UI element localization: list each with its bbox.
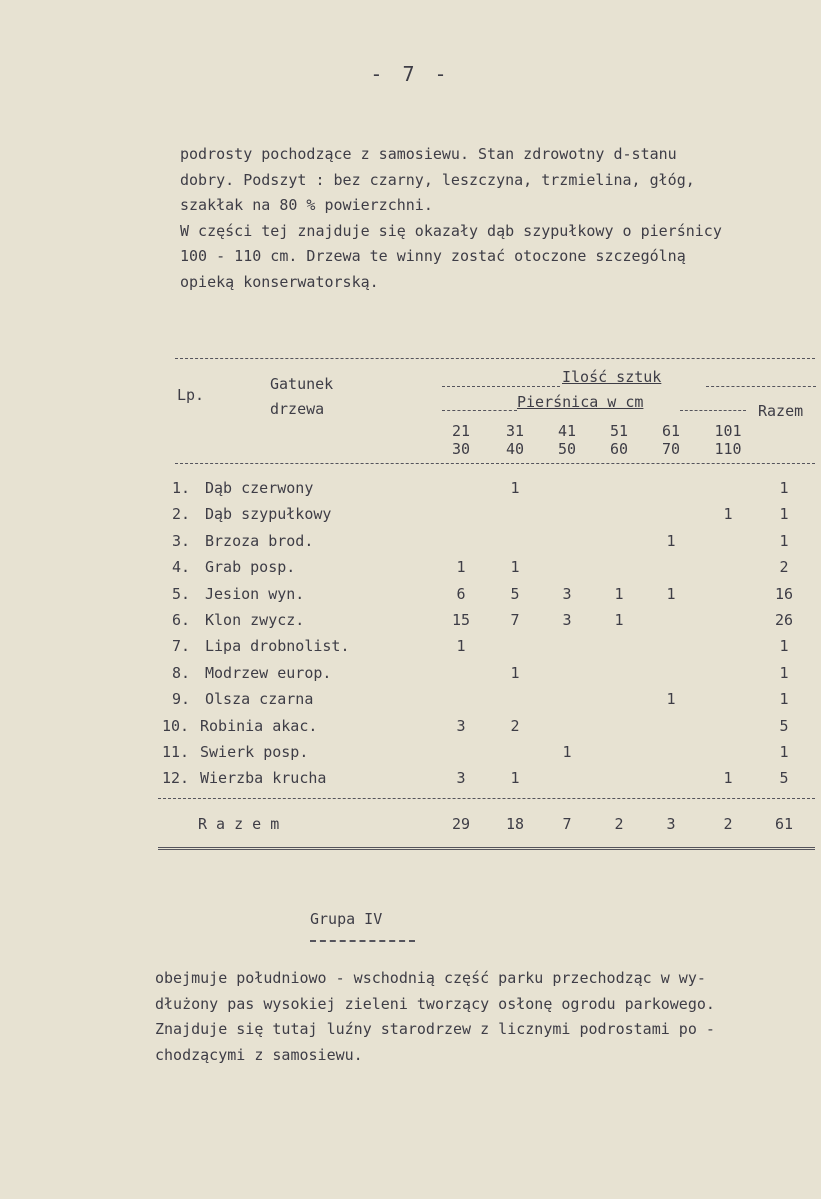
sum-cell: 2 <box>723 815 733 833</box>
species-name: Olsza czarna <box>205 690 314 708</box>
row-number: 12. <box>162 769 190 787</box>
species-name: Swierk posp. <box>200 743 309 761</box>
row-total: 5 <box>779 717 789 735</box>
species-name: Grab posp. <box>205 558 296 576</box>
row-total: 26 <box>774 611 794 629</box>
count-cell: 1 <box>562 743 572 761</box>
count-cell: 1 <box>510 769 520 787</box>
species-name: Klon zwycz. <box>205 611 305 629</box>
dbh-range-to: 110 <box>714 440 742 458</box>
table-bottom-rule <box>158 847 815 850</box>
dbh-range-to: 60 <box>609 440 629 458</box>
count-cell: 3 <box>562 611 572 629</box>
row-number: 1. <box>172 479 191 497</box>
count-cell: 2 <box>510 717 520 735</box>
paragraph-intro <box>180 142 810 295</box>
row-number: 9. <box>172 690 191 708</box>
count-cell: 1 <box>614 585 624 603</box>
text-line: podrosty pochodzące z samosiewu. Stan zdrowotny d-stanu <box>180 145 677 163</box>
row-total: 1 <box>779 505 789 523</box>
count-cell: 1 <box>723 505 733 523</box>
row-number: 2. <box>172 505 191 523</box>
group-title-underline <box>310 940 415 942</box>
header-lp: Lp. <box>177 386 205 404</box>
row-total: 1 <box>779 637 789 655</box>
header-dbh: Pierśnica w cm <box>517 393 644 411</box>
count-cell: 1 <box>666 585 676 603</box>
row-number: 11. <box>162 743 190 761</box>
text-line: szakłak na 80 % powierzchni. <box>180 196 433 214</box>
row-total: 2 <box>779 558 789 576</box>
text-line: obejmuje południowo - wschodnią część parku przechodząc w wy- <box>155 969 706 987</box>
text-line: chodzącymi z samosiewu. <box>155 1045 363 1064</box>
dbh-range-from: 21 <box>451 422 471 440</box>
row-total: 1 <box>779 664 789 682</box>
text-line: 100 - 110 cm. Drzewa te winny zostać otoczone szczególną <box>180 247 686 265</box>
species-name: Dąb szypułkowy <box>205 505 332 523</box>
paragraph-group-iv <box>155 966 785 1068</box>
count-cell: 3 <box>456 769 466 787</box>
sum-cell: 18 <box>505 815 525 833</box>
sum-label: R a z e m <box>198 815 280 833</box>
dbh-range-to: 30 <box>451 440 471 458</box>
row-total: 16 <box>774 585 794 603</box>
count-cell: 1 <box>723 769 733 787</box>
count-cell: 1 <box>456 637 466 655</box>
count-cell: 1 <box>510 664 520 682</box>
dbh-range-from: 101 <box>714 422 742 440</box>
species-name: Jesion wyn. <box>205 585 305 603</box>
sum-total: 61 <box>774 815 794 833</box>
sum-cell: 7 <box>562 815 572 833</box>
count-cell: 1 <box>510 479 520 497</box>
table-header-rule <box>175 463 815 464</box>
text-line: dłużony pas wysokiej zieleni tworzący osłonę ogrodu parkowego. <box>155 994 715 1013</box>
document-page: - 7 - podrosty pochodzące z samosiewu. Stan zdrowotny d-stanu dobry. Podszyt : bez czarny, leszczyna, trzmielina, głóg, szakłak na 80 % powierzchni. W części tej znajduje się okazały dąb szypułkowy o pierśnicy 100 - 110 cm. Drzewa te winny zostać otoczone szczególną opieką konserwatorską. Lp. Gatunek drzewa Ilość sztuk Pierśnica w cm Razem 21 30 31 40 41 50 51 60 61 70 101 110 1. Dąb czerwony 1 1 2. Dąb szypułkowy 1 1 3. Brzoza brod. 1 1 4. Grab posp. 1 1 2 5. Jesion wyn. 6 5 3 1 1 16 6. Klon zwycz. 15 7 3 1 26 7. Lipa drobnolist. 1 1 8. Modrzew europ. 1 1 9. Olsza czarna 1 1 10. Robinia akac. 3 2 5 11. Swierk posp. 1 1 12. Wierzba krucha 3 1 1 5 R a z e m 29 18 7 2 3 2 61 Grupa IV obejmuje południowo - wschodnią część parku przechodząc w wy- dłużony pas wysokiej zieleni tworzący osłonę ogrodu parkowego. Znajduje się tutaj luźny starodrzew z licznymi podrostami po - chodzącymi z samosiewu. <box>0 0 821 1199</box>
row-number: 7. <box>172 637 191 655</box>
species-name: Brzoza brod. <box>205 532 314 550</box>
count-rule-right <box>706 386 816 387</box>
row-number: 4. <box>172 558 191 576</box>
header-total: Razem <box>758 402 804 420</box>
species-name: Modrzew europ. <box>205 664 332 682</box>
header-species-line2: drzewa <box>270 400 325 418</box>
row-total: 1 <box>779 690 789 708</box>
count-rule-left <box>442 386 560 387</box>
dbh-range-to: 70 <box>661 440 681 458</box>
count-cell: 5 <box>510 585 520 603</box>
sum-cell: 29 <box>451 815 471 833</box>
dbh-range-from: 51 <box>609 422 629 440</box>
sum-cell: 3 <box>666 815 676 833</box>
count-cell: 3 <box>562 585 572 603</box>
count-cell: 6 <box>456 585 466 603</box>
text-line: W części tej znajduje się okazały dąb szypułkowy o pierśnicy <box>180 221 722 240</box>
count-cell: 1 <box>456 558 466 576</box>
text-line: dobry. Podszyt : bez czarny, leszczyna, trzmielina, głóg, <box>180 170 695 189</box>
header-species-line1: Gatunek <box>270 375 334 393</box>
row-total: 1 <box>779 479 789 497</box>
species-name: Robinia akac. <box>200 717 318 735</box>
row-number: 5. <box>172 585 191 603</box>
count-cell: 1 <box>510 558 520 576</box>
row-number: 8. <box>172 664 191 682</box>
row-total: 1 <box>779 743 789 761</box>
row-number: 6. <box>172 611 191 629</box>
row-total: 5 <box>779 769 789 787</box>
dbh-range-from: 31 <box>505 422 525 440</box>
dbh-range-from: 41 <box>557 422 577 440</box>
count-cell: 15 <box>451 611 471 629</box>
dbh-rule-right <box>680 410 746 411</box>
sum-cell: 2 <box>614 815 624 833</box>
species-name: Wierzba krucha <box>200 769 327 787</box>
dbh-range-to: 50 <box>557 440 577 458</box>
species-name: Dąb czerwony <box>205 479 314 497</box>
page-number: - 7 - <box>370 62 451 86</box>
dbh-range-to: 40 <box>505 440 525 458</box>
count-cell: 3 <box>456 717 466 735</box>
count-cell: 1 <box>614 611 624 629</box>
dbh-range-from: 61 <box>661 422 681 440</box>
dbh-rule-left <box>442 410 517 411</box>
row-total: 1 <box>779 532 789 550</box>
count-cell: 7 <box>510 611 520 629</box>
count-cell: 1 <box>666 532 676 550</box>
header-count: Ilość sztuk <box>562 368 662 386</box>
species-name: Lipa drobnolist. <box>205 637 350 655</box>
table-body-rule <box>158 798 815 799</box>
text-line: Znajduje się tutaj luźny starodrzew z licznymi podrostami po - <box>155 1020 715 1038</box>
row-number: 3. <box>172 532 191 550</box>
row-number: 10. <box>162 717 190 735</box>
text-line: opieką konserwatorską. <box>180 272 379 291</box>
count-cell: 1 <box>666 690 676 708</box>
table-top-rule <box>175 358 815 359</box>
